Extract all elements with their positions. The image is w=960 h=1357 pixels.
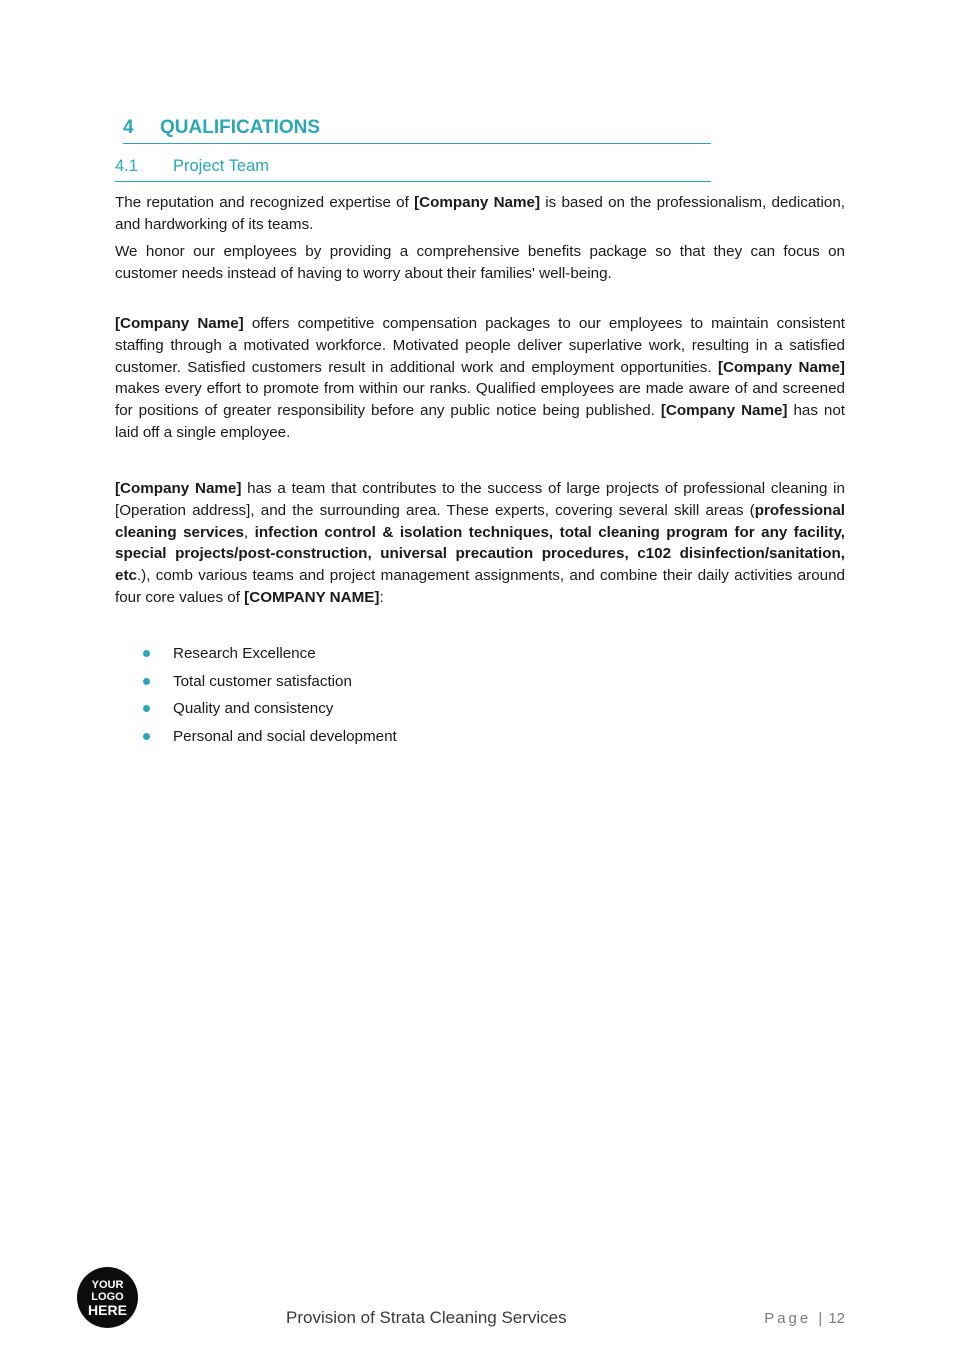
subsection-number: 4.1 <box>115 157 138 175</box>
skill-areas-bold: infection control & isolation techniques, total cleaning program for any facility, special projects/post-construction, universal precaution procedures, c102 disinfection/sanitation, etc <box>115 523 845 585</box>
section-heading <box>123 116 711 144</box>
company-name-placeholder: [Company Name] <box>115 315 244 332</box>
skill-area-bold: professional cleaning services <box>115 501 845 541</box>
subsection-heading <box>115 155 711 182</box>
company-name-placeholder: [Company Name] <box>115 480 242 497</box>
paragraph-compensation: [Company Name] offers competitive compensation packages to our employees to maintain consistent staffing through a motivated workforce. Motivated people deliver superlative work, resulting in a satisfied customer. Satisfied customers result in additional work and employment opportunities. [Company Name] makes every effort to promote from within our ranks. Qualified employees are made aware of and screened for positions of greater responsibility before any public notice being published. [Company Name] has not laid off a single employee. <box>115 315 845 441</box>
paragraph-benefits: We honor our employees by providing a comprehensive benefits package so that they can focus on customer needs instead of having to worry about their families' well-being. <box>115 243 845 282</box>
page-label: Page <box>764 1310 812 1327</box>
page-number: 12 <box>828 1310 845 1327</box>
paragraph-reputation: The reputation and recognized expertise of [Company Name] is based on the professionalism, dedication, and hardworking of its teams. <box>115 194 845 233</box>
list-item: Research Excellence <box>115 643 815 671</box>
subsection-title: Project Team <box>173 157 269 175</box>
section-title: QUALIFICATIONS <box>160 117 321 138</box>
bullet-dot-icon <box>143 650 150 657</box>
bullet-dot-icon <box>143 678 150 685</box>
paragraph-team: [Company Name] has a team that contributes to the success of large projects of professional cleaning in [Operation address], and the surrounding area. These experts, covering several skill areas (professional cleaning services, infection control & isolation techniques, total cleaning program for any facility, special projects/post-construction, universal precaution procedures, c102 disinfection/sanitation, etc.), comb various teams and project management assignments, and combine their daily activities around four core values of [COMPANY NAME]: <box>115 480 845 606</box>
bullet-dot-icon <box>143 705 150 712</box>
company-logo: YOUR LOGO HERE <box>77 1267 138 1328</box>
company-name-placeholder: [Company Name] <box>717 358 845 376</box>
list-item: Personal and social development <box>115 726 815 754</box>
section-number: 4 <box>123 117 134 138</box>
list-item: Total customer satisfaction <box>115 671 815 699</box>
page-separator: | <box>818 1310 823 1327</box>
company-name-placeholder: [Company Name] <box>414 194 541 211</box>
company-name-placeholder: [Company Name] <box>660 402 788 420</box>
bullet-dot-icon <box>143 733 150 740</box>
core-values-list <box>115 643 815 753</box>
footer-page-number <box>764 1309 845 1329</box>
list-item: Quality and consistency <box>115 698 815 726</box>
company-name-placeholder: [COMPANY NAME] <box>244 588 380 606</box>
footer-document-title: Provision of Strata Cleaning Services <box>286 1308 567 1327</box>
